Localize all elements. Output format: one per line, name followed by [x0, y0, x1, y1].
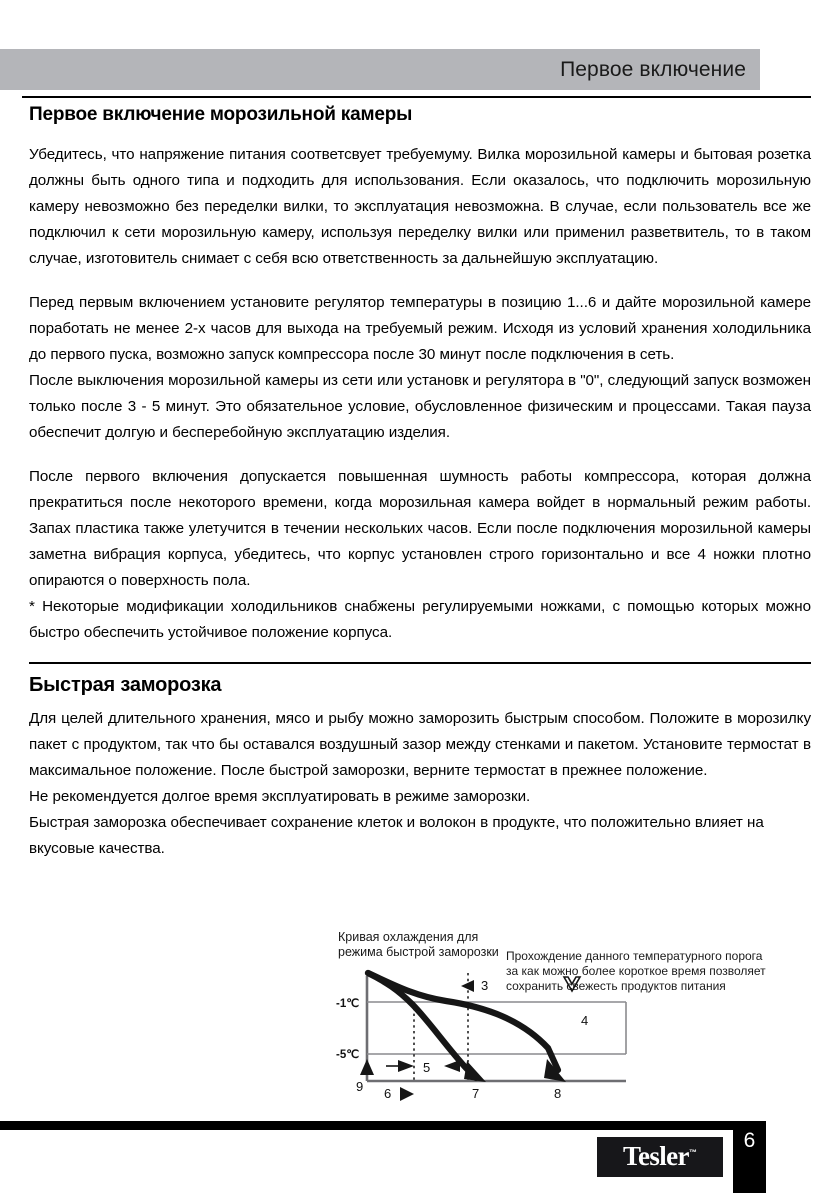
chart-callout-5-arrow-left — [398, 1060, 414, 1072]
chart-callout-5-arrow-right — [444, 1060, 460, 1072]
running-title: Первое включение — [560, 57, 746, 81]
chart-callout-4-label: 4 — [581, 1013, 589, 1028]
section-title-first-start: Первое включение морозильной камеры — [29, 104, 413, 125]
document-content — [29, 104, 811, 862]
spacer — [29, 272, 811, 290]
chart-title-line2: режима быстрой заморозки — [338, 945, 499, 959]
chart-callout-6-label: 6 — [384, 1086, 392, 1101]
paragraph-initial-noise: После первого включения допускается повышенная шумность работы компрессора, которая должна прекратиться после некоторого времени, когда морозильная камера войдет в нормальный режим работы. Запах пластика также улетучится в течении нескольких часов. Если после подключения морозильной камеры заметна вибрация корпуса, убедитесь, что корпус установлен строго горизонтально и все 4 ножки плотно опираются о поверхность пола. — [29, 468, 811, 589]
spacer — [29, 446, 811, 464]
chart-callout-8-label: 8 — [554, 1086, 562, 1101]
header-divider — [22, 96, 811, 98]
paragraph-adjustable-feet-note: * Некоторые модификации холодильников снабжены регулируемыми ножками, с помощью которых можно быстро обеспечить устойчивое положение корпуса. — [29, 598, 811, 641]
chart-annotation-line1: Прохождение данного температурного порога — [506, 949, 763, 963]
chart-callout-3-arrow — [461, 980, 474, 992]
paragraph-restart-delay: После выключения морозильной камеры из сети или установк и регулятора в "0", следующий запуск возможен только после 3 - 5 минут. Это обязательное условие, обусловленное физическим и процессами. Такая пауза обеспечит долгую и бесперебойную эксплуатацию изделия. — [29, 372, 811, 441]
paragraph-quick-freeze-instructions: Для целей длительного хранения, мясо и рыбу можно заморозить быстрым способом. Положите в морозилку пакет с продуктом, так что бы оставался воздушный зазор между стенками и пакетом. Установите термостат в максимальное положение. После быстрой заморозки, верните термостат в прежнее положение. — [29, 710, 811, 779]
chart-curve-fast-freeze-arrowhead — [464, 1061, 486, 1082]
chart-callout-7-label: 7 — [472, 1086, 480, 1101]
page-number: 6 — [743, 1129, 756, 1152]
chart-title-line1: Кривая охлаждения для — [338, 930, 479, 944]
paragraph-quick-freeze-warning: Не рекомендуется долгое время эксплуатировать в режиме заморозки. — [29, 788, 531, 805]
chart-callout-9-triangle — [360, 1059, 374, 1075]
page-header-band — [0, 49, 760, 90]
chart-ytick-minus5: -5℃ — [336, 1049, 360, 1061]
brand-name: Tesler — [623, 1140, 689, 1171]
paragraph-quick-freeze-benefit: Быстрая заморозка обеспечивает сохранение клеток и волокон в продукте, что положительно влияет на вкусовые качества. — [29, 814, 764, 857]
cooling-curve-diagram — [336, 928, 833, 1103]
chart-annotation-line3: сохранить свежесть продуктов питания — [506, 979, 726, 993]
brand-logo-text — [623, 1140, 697, 1171]
paragraph-thermostat-setup: Перед первым включением установите регулятор температуры в позицию 1...6 и дайте морозильной камере поработать не менее 2-х часов для выхода на требуемый режим. Исходя из условий хранения холодильника до первого пуска, возможно запуск компрессора после 30 минут после подключения в сеть. — [29, 294, 811, 363]
chart-callout-3-label: 3 — [481, 978, 489, 993]
chart-ytick-minus1: -1℃ — [336, 998, 360, 1010]
brand-trademark: ™ — [688, 1147, 697, 1157]
chart-callout-5-label: 5 — [423, 1060, 431, 1075]
paragraph-power-supply: Убедитесь, что напряжение питания соответсвует требуемуму. Вилка морозильной камеры и бытовая розетка должны быть одного типа и подходить для использования. Если оказалось, что подключить морозильную камеру невозможно без переделки вилки, то эксплуатация невозможна. В случае, если пользователь все же подключил к сети морозильную камеру, используя переделку вилки или применил разветвитель, то в таком случае, изготовитель снимает с себя всю ответственность за дальнейшую эксплуатацию. — [29, 146, 811, 267]
brand-logo — [597, 1137, 723, 1177]
section-title-quick-freeze: Быстрая заморозка — [29, 674, 222, 696]
chart-callout-6-triangle — [400, 1087, 414, 1101]
section-divider — [29, 662, 811, 664]
chart-annotation-line2: за как можно более короткое время позволяет — [506, 964, 766, 978]
footer-bar — [0, 1121, 733, 1130]
chart-callout-9-label: 9 — [356, 1079, 364, 1094]
